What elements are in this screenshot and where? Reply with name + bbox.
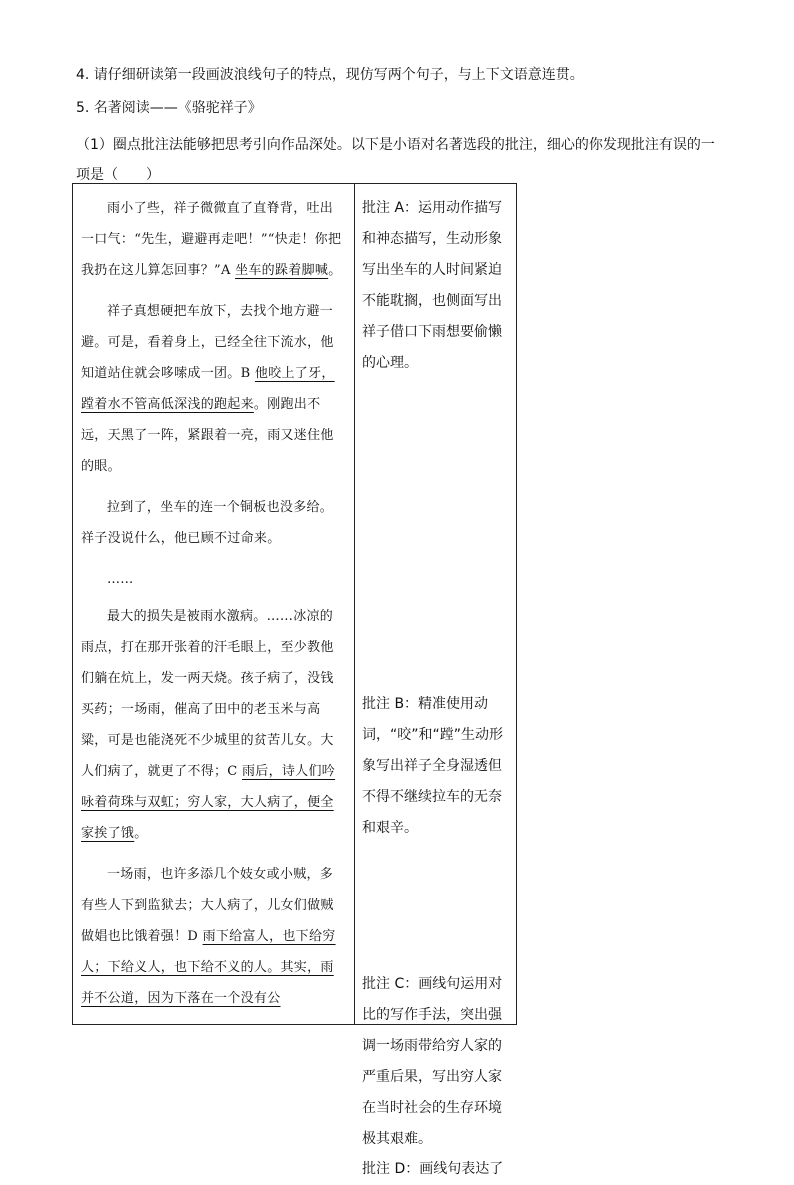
underlined-sentence-c: 雨后，诗人们吟咏着荷珠与双虹；穷人家，大人病了，便全家挨了饿 bbox=[81, 764, 336, 841]
novel-excerpt bbox=[73, 184, 354, 1014]
underlined-sentence-a: 坐车的跺着脚喊 bbox=[235, 263, 329, 278]
excerpt-paragraph-3: 拉到了，坐车的连一个铜板也没多给。祥子没说什么，他已顾不过命来。 bbox=[81, 500, 334, 546]
question-4: 4. 请仔细研读第一段画波浪线句子的特点，现仿写两个句子，与上下文语意连贯。 bbox=[76, 67, 584, 83]
question-5-1-prompt: （1）圈点批注法能够把思考引向作品深处。以下是小语对名著选段的批注，细心的你发现批注有误的一项是（ ） bbox=[76, 137, 715, 183]
notes-cell bbox=[355, 184, 517, 1177]
excerpt-cell bbox=[73, 184, 355, 1025]
excerpt-paragraph-2: 祥子真想硬把车放下，去找个地方避一避。可是，看着身上，已经全往下流水，他知道站住就会哆嗦成一团。B 他咬上了牙，蹚着水不管高低深浅的跑起来。刚跑出不远，天黑了一阵，紧跟着一亮，雨又迷住他的眼。 bbox=[81, 304, 335, 474]
annotations-column bbox=[355, 184, 516, 1177]
annotation-b: 批注 B：精准使用动词，“咬”和“蹚”生动形象写出祥子全身湿透但不得不继续拉车的无奈和艰辛。 bbox=[362, 696, 504, 836]
annotation-c: 批注 C：画线句运用对比的写作手法，突出强调一场雨带给穷人家的严重后果，写出穷人家在当时社会的生存环境极其艰难。 bbox=[362, 976, 503, 1147]
underlined-sentence-b: 他咬上了牙，蹚着水不管高低深浅的跑起来 bbox=[81, 366, 335, 412]
excerpt-ellipsis: …… bbox=[107, 572, 134, 587]
underlined-sentence-d: 雨下给富人，也下给穷人；下给义人，也下给不义的人。其实，雨并不公道，因为下落在一个没有公 bbox=[81, 929, 336, 1006]
excerpt-paragraph-1: 雨小了些，祥子微微直了直脊背，吐出一口气：“先生，避避再走吧！”“快走！你把我扔在这儿算怎回事？”A 坐车的跺着脚喊。 bbox=[81, 201, 342, 278]
annotation-a: 批注 A：运用动作描写和神态描写，生动形象写出坐车的人时间紧迫不能耽搁，也侧面写出祥子借口下雨想要偷懒的心理。 bbox=[362, 200, 503, 371]
annotation-table bbox=[72, 183, 517, 1177]
excerpt-paragraph-4: 最大的损失是被雨水激病。……冰凉的雨点，打在那开张着的汗毛眼上，至少教他们躺在炕上，发一两天烧。孩子病了，没钱买药；一场雨，催高了田中的老玉米与高粱，可是也能浇死不少城里的贫苦儿女。大人们病了，就更了不得；C 雨后，诗人们吟咏着荷珠与双虹；穷人家，大人病了，便全家挨了饿。 bbox=[81, 609, 336, 841]
question-5-title: 5. 名著阅读——《骆驼祥子》 bbox=[76, 100, 262, 116]
annotation-d: 批注 D：画线句表达了 bbox=[362, 1161, 504, 1177]
excerpt-paragraph-5: 一场雨，也许多添几个妓女或小贼，多有些人下到监狱去；大人病了，儿女们做贼做娼也比饿着强！D 雨下给富人，也下给穷人；下给义人，也下给不义的人。其实，雨并不公道，因为下落在一个没有公 bbox=[81, 867, 336, 1006]
